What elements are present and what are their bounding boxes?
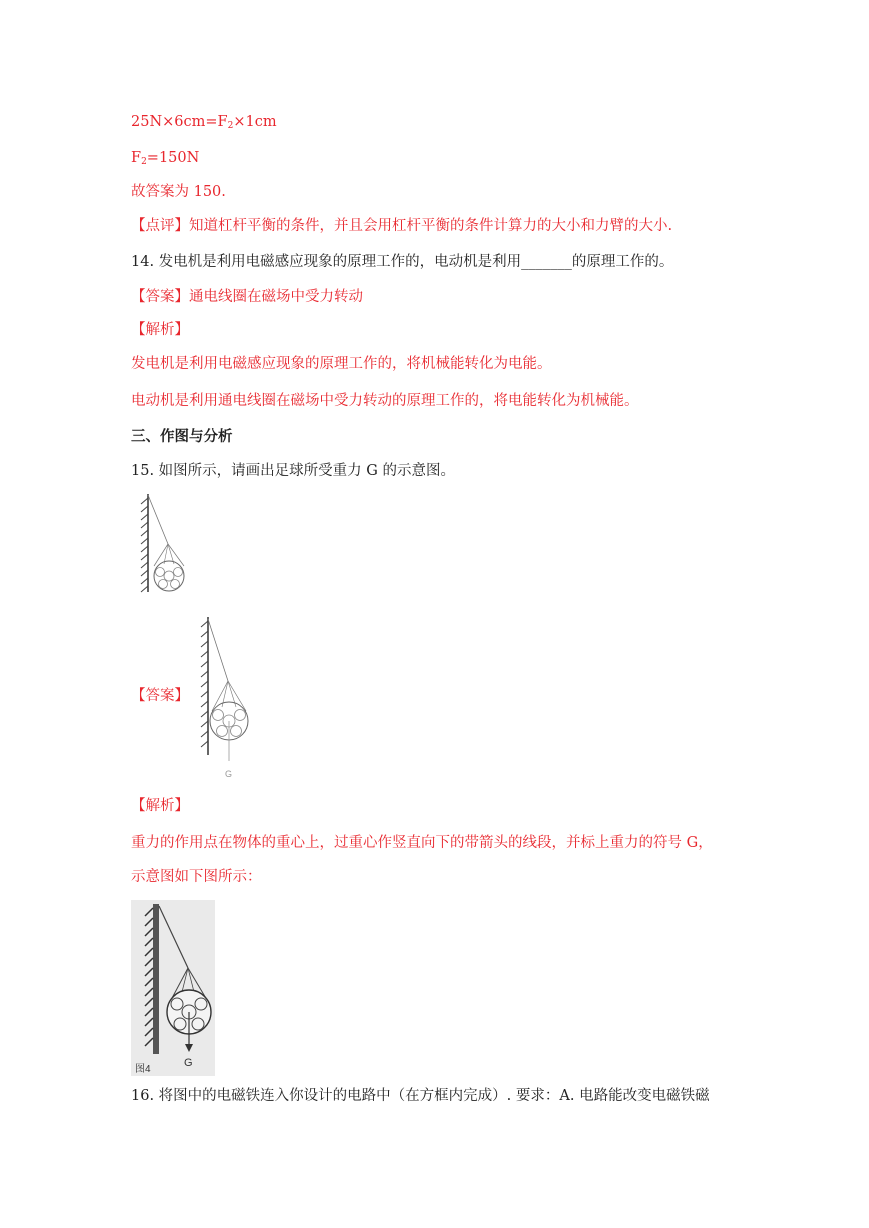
q15-analysis-label: 【解析】 — [131, 798, 189, 814]
answer-figure — [196, 615, 254, 781]
analysis-figure — [131, 900, 215, 1076]
equation-2: $F_2=150N$ — [131, 150, 200, 167]
q14-answer: 【答案】通电线圈在磁场中受力转动 — [131, 289, 363, 305]
question-14: 14. 发电机是利用电磁感应现象的原理工作的，电动机是利用_______的原理工作的。 — [131, 254, 674, 270]
section-heading: 三、作图与分析 — [131, 428, 233, 445]
question-figure — [138, 492, 196, 596]
answer-150: 故答案为 150. — [131, 184, 226, 200]
analysis-figure-caption: 图4 — [135, 1064, 151, 1075]
answer-figure-label: G — [225, 769, 233, 779]
q14-analysis-1: 发电机是利用电磁感应现象的原理工作的，将机械能转化为电能。 — [131, 356, 552, 372]
question-15: 15. 如图所示，请画出足球所受重力 G 的示意图。 — [131, 463, 455, 479]
analysis-figure-label: G — [184, 1057, 193, 1069]
q14-analysis-2: 电动机是利用通电线圈在磁场中受力转动的原理工作的，将电能转化为机械能。 — [131, 393, 639, 409]
q14-analysis-label: 【解析】 — [131, 322, 189, 338]
comment: 【点评】知道杠杆平衡的条件，并且会用杠杆平衡的条件计算力的大小和力臂的大小. — [131, 218, 673, 234]
q15-analysis-1: 重力的作用点在物体的重心上，过重心作竖直向下的带箭头的线段，并标上重力的符号 G， — [131, 835, 713, 851]
question-16: 16. 将图中的电磁铁连入你设计的电路中（在方框内完成）. 要求：A. 电路能改变电磁铁磁 — [131, 1088, 710, 1104]
q15-analysis-2: 示意图如下图所示： — [131, 869, 262, 885]
equation-1: $25N\times 6cm=F_2\times 1cm$ — [131, 114, 277, 131]
q15-answer-label: 【答案】 — [131, 688, 189, 704]
